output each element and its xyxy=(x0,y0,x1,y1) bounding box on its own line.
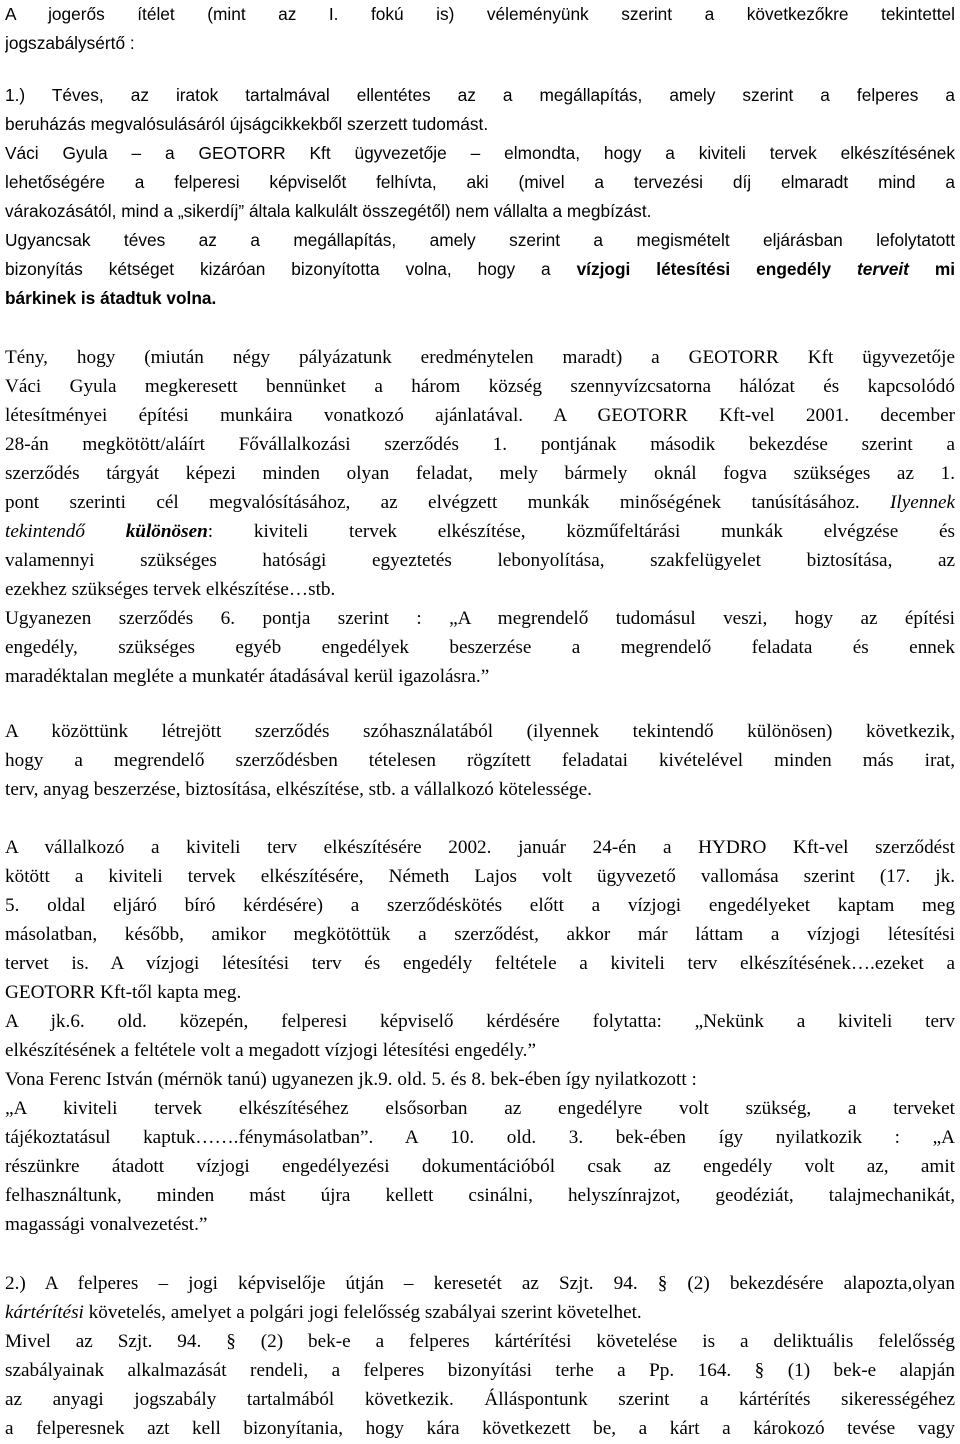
text-line: elkészítésének a feltétele volt a megadott vízjogi létesítési engedély.” xyxy=(5,1040,536,1061)
text-line: Vona Ferenc István (mérnök tanú) ugyanezen jk.9. old. 5. és 8. bek-ében így nyilatkozott : xyxy=(5,1069,697,1090)
text-line: A jk.6. old. közepén, felperesi képviselő kérdésére folytatta: „Nekünk a kiviteli terv xyxy=(5,1011,955,1032)
text-line: Mivel az Szjt. 94. § (2) bek-e a felperes kártérítési követelése is a deliktuális felelősség xyxy=(5,1331,955,1352)
text-line: kártérítési követelés, amelyet a polgári jogi felelősség szabályai szerint követelhet. xyxy=(5,1302,642,1323)
text-line: bárkinek is átadtuk volna. xyxy=(5,288,217,308)
text-line: A közöttünk létrejött szerződés szóhasználatából (ilyennek tekintendő különösen) következik, xyxy=(5,721,955,742)
emphasis-text: vízjogi létesítési engedély xyxy=(576,259,858,279)
text-line: ezekhez szükséges tervek elkészítése…stb. xyxy=(5,579,336,600)
text-line: A jogerős ítélet (mint az I. fokú is) véleményünk szerint a következőkre tekintettel xyxy=(5,4,955,24)
text-line: létesítményei építési munkáira vonatkozó ajánlatával. A GEOTORR Kft-vel 2001. december xyxy=(5,405,955,426)
text-line: 1.) Téves, az iratok tartalmával ellentétes az a megállapítás, amely szerint a felperes a xyxy=(5,85,955,105)
text-line: tervet is. A vízjogi létesítési terv és engedély feltétele a kiviteli terv elkészítésének….ezeket a xyxy=(5,953,955,974)
text-line: kötött a kiviteli tervek elkészítésére, Németh Lajos volt ügyvezető vallomása szerint (17. jk. xyxy=(5,866,955,887)
text-line: 5. oldal eljáró bíró kérdésére) a szerződéskötés előtt a vízjogi engedélyeket kaptam meg xyxy=(5,895,955,916)
text-line: tájékoztatásul kaptuk…….fénymásolatban”. A 10. old. 3. bek-ében így nyilatkozik : „A xyxy=(5,1127,955,1148)
emphasis-text: mi xyxy=(908,259,955,279)
text-line: várakozásától, mind a „sikerdíj” általa kalkulált összegétől) nem vállalta a megbízást. xyxy=(5,201,652,221)
text-line: a felperesnek azt kell bizonyítania, hogy kára következett be, a kárt a károkozó tevése vagy xyxy=(5,1418,955,1439)
text-line: valamennyi szükséges hatósági egyeztetés lebonyolítása, szakfelügyelet biztosítása, az xyxy=(5,550,955,571)
text-line: A vállalkozó a kiviteli terv elkészítésére 2002. január 24-én a HYDRO Kft-vel szerződést xyxy=(5,837,955,858)
text-line: 2.) A felperes – jogi képviselője útján – keresetét az Szjt. 94. § (2) bekezdésére alapozta,olyan xyxy=(5,1273,955,1294)
text-line: jogszabálysértő : xyxy=(5,33,135,53)
text-line: részünkre átadott vízjogi engedélyezési dokumentációból csak az engedély volt az, amit xyxy=(5,1156,955,1177)
text-line: hogy a megrendelő szerződésben tételesen rögzített feladatai kivételével minden más irat, xyxy=(5,750,955,771)
text-line: az anyagi jogszabály tartalmából következik. Álláspontunk szerint a kártérítés sikerességéhez xyxy=(5,1389,955,1410)
text-line: magassági vonalvezetést.” xyxy=(5,1214,208,1235)
text-line: „A kiviteli tervek elkészítéséhez elsősorban az engedélyre volt szükség, a terveket xyxy=(5,1098,955,1119)
text-line: felhasználtunk, minden mást újra kellett csinálni, helyszínrajzot, geodéziát, talajmechanikát, xyxy=(5,1185,955,1206)
text-line: szabályainak alkalmazását rendeli, a felperes bizonyítási terhe a Pp. 164. § (1) bek-e alapján xyxy=(5,1360,955,1381)
text-line: pont szerinti cél megvalósításához, az elvégzett munkák minőségének tanúsításához. Ilyennek xyxy=(5,492,955,513)
emphasis-text: Ilyennek xyxy=(890,492,955,513)
text-line: bizonyítás kétséget kizáróan bizonyította volna, hogy a vízjogi létesítési engedély terveit mi xyxy=(5,259,955,279)
emphasis-text: kártérítési xyxy=(5,1302,84,1323)
text-line: GEOTORR Kft-től kapta meg. xyxy=(5,982,242,1003)
text-line: engedély, szükséges egyéb engedélyek beszerzése a megrendelő feladata és ennek xyxy=(5,637,955,658)
text-line: Ugyanezen szerződés 6. pontja szerint : „A megrendelő tudomásul veszi, hogy az építési xyxy=(5,608,955,629)
text-line: lehetőségére a felperesi képviselőt felhívta, aki (mivel a tervezési díj elmaradt mind a xyxy=(5,172,955,192)
text-line: szerződés tárgyát képezi minden olyan feladat, mely bármely oknál fogva szükséges az 1. xyxy=(5,463,955,484)
text-line: Váci Gyula – a GEOTORR Kft ügyvezetője – elmondta, hogy a kiviteli tervek elkészítésének xyxy=(5,143,955,163)
text-line: tekintendő különösen: kiviteli tervek elkészítése, közműfeltárási munkák elvégzése és xyxy=(5,521,955,542)
text-line: Ugyancsak téves az a megállapítás, amely szerint a megismételt eljárásban lefolytatott xyxy=(5,230,955,250)
text-line: Váci Gyula megkeresett bennünket a három község szennyvízcsatorna hálózat és kapcsolódó xyxy=(5,376,955,397)
text-line: beruházás megvalósulásáról újságcikkekből szerzett tudomást. xyxy=(5,114,489,134)
text-line: terv, anyag beszerzése, biztosítása, elkészítése, stb. a vállalkozó kötelessége. xyxy=(5,779,592,800)
text-line: másolatban, később, amikor megkötöttük a szerződést, akkor már láttam a vízjogi létesítési xyxy=(5,924,955,945)
emphasis-text: terveit xyxy=(857,259,909,279)
text-line: Tény, hogy (miután négy pályázatunk eredménytelen maradt) a GEOTORR Kft ügyvezetője xyxy=(5,347,955,368)
text-line: 28-án megkötött/aláírt Fővállalkozási szerződés 1. pontjának második bekezdése szerint a xyxy=(5,434,955,455)
text-line: maradéktalan megléte a munkatér átadásával kerül igazolásra.” xyxy=(5,666,490,687)
emphasis-text: különösen xyxy=(125,521,208,542)
emphasis-text: tekintendő xyxy=(5,521,126,542)
